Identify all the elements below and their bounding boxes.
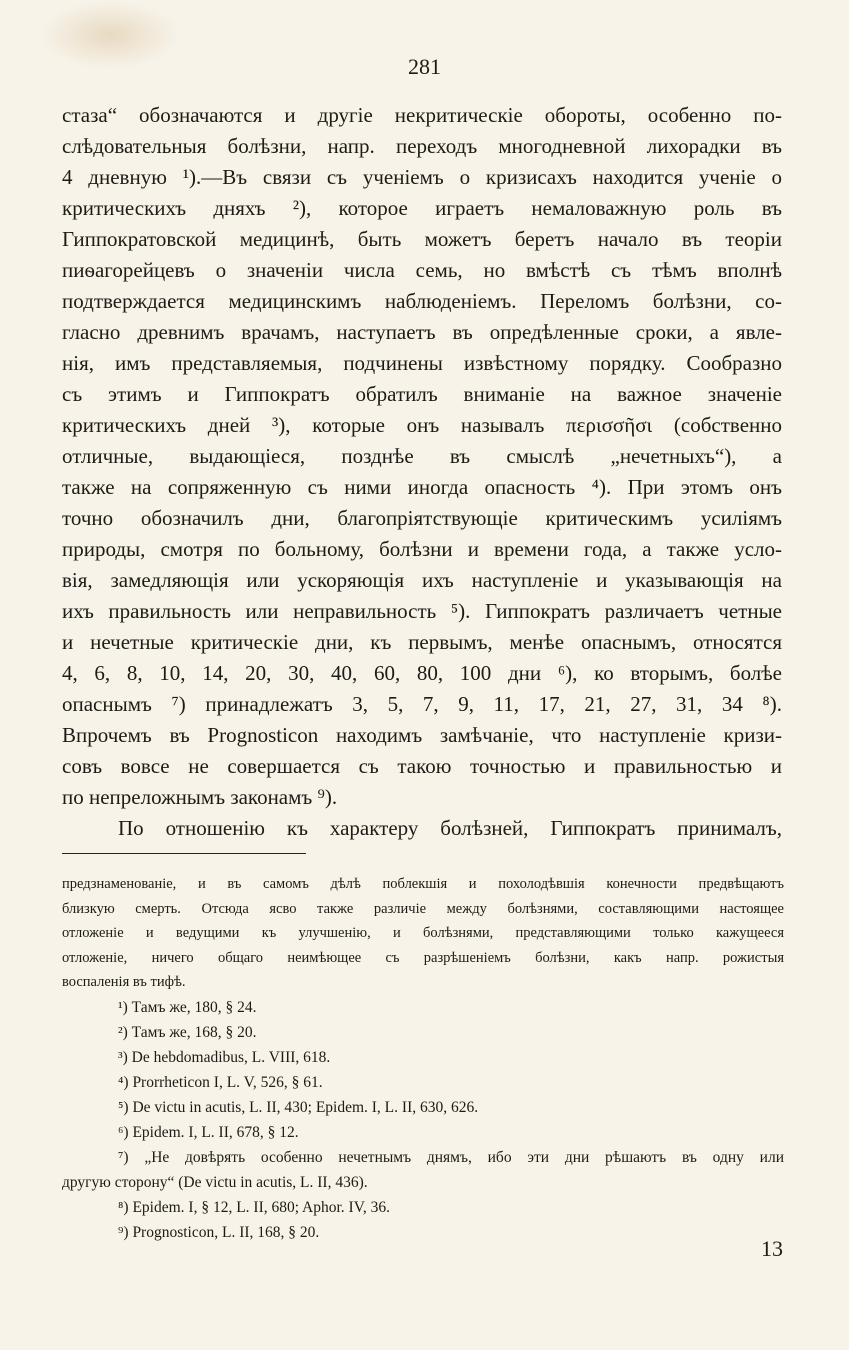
text-line: 4 дневную ¹).—Въ связи съ ученіемъ о кризисахъ находится ученіе о [62,165,782,189]
text-line: и нечетные критическіе дни, къ первымъ, менѣе опаснымъ, относятся [62,630,782,654]
text-line: опаснымъ ⁷) принадлежатъ 3, 5, 7, 9, 11, 17, 21, 27, 31, 34 ⁸). [62,692,782,716]
text-line: слѣдовательныя болѣзни, напр. переходъ многодневной лихорадки въ [62,134,782,158]
text-line: отличные, выдающіеся, позднѣе въ смыслѣ „нечетныхъ“), а [62,444,782,468]
footnote-7-continuation: другую сторону“ (De victu in acutis, L. II, 436). [62,1173,368,1191]
footnote-7: ⁷) „Не довѣрять особенно нечетнымъ днямъ, ибо эти дни рѣшаютъ въ одну или [118,1148,784,1166]
page-number: 281 [408,54,441,79]
text-line: подтверждается медицинскимъ наблюденіемъ. Переломъ болѣзни, со- [62,289,782,313]
footnote-continuation-line: отложеніе и ведущими къ улучшенію, и болѣзнями, представляющими только кажущееся [62,925,784,941]
text-line: съ этимъ и Гиппократъ обратилъ вниманіе на важное значеніе [62,382,782,406]
footnote-continuation-line: воспаленія въ тифѣ. [62,974,186,990]
paragraph-end-line: по непреложнымъ законамъ ⁹). [62,785,338,809]
footnote-rule [62,853,306,854]
footnote-4: ⁴) Prorrheticon I, L. V, 526, § 61. [118,1073,323,1091]
footnote-2: ²) Тамъ же, 168, § 20. [118,1023,257,1041]
footnote-1: ¹) Тамъ же, 180, § 24. [118,998,257,1016]
footnote-continuation-line: предзнаменованіе, и въ самомъ дѣлѣ поблекшія и похолодѣвшія конечности предвѣщаютъ [62,876,784,892]
text-line: критическихъ дняхъ ²), которое играетъ немаловажную роль въ [62,196,782,220]
footnote-3: ³) De hebdomadibus, L. VIII, 618. [118,1048,331,1066]
text-line: пиѳагорейцевъ о значеніи числа семь, но вмѣстѣ съ тѣмъ вполнѣ [62,258,782,282]
text-line: природы, смотря по больному, болѣзни и времени года, а также усло- [62,537,782,561]
text-line: гласно древнимъ врачамъ, наступаетъ въ опредѣленные сроки, а явле- [62,320,782,344]
signature-mark: 13 [761,1236,783,1261]
text-line: критическихъ дней ³), которые онъ называлъ περισσῆσι (собственно [62,413,782,437]
footnote-continuation-line: близкую смерть. Отсюда ясво также различіе между болѣзнями, составляющими настоящее [62,900,784,917]
main-text [62,100,782,844]
text-line: ихъ правильность или неправильность ⁵). Гиппократъ различаетъ четные [62,599,782,623]
paragraph-start-line: По отношенію къ характеру болѣзней, Гиппократъ принималъ, [118,816,782,840]
text-line: стаза“ обозначаются и другіе некритическіе обороты, особенно по- [62,103,782,127]
footnote-8: ⁸) Epidem. I, § 12, L. II, 680; Aphor. IV, 36. [118,1198,391,1216]
text-line: Впрочемъ въ Prognosticon находимъ замѣчаніе, что наступленіе кризи- [62,723,782,747]
footnote-5: ⁵) De victu in acutis, L. II, 430; Epidem. I, L. II, 630, 626. [118,1098,479,1116]
footnote-6: ⁶) Epidem. I, L. II, 678, § 12. [118,1123,299,1141]
text-line: совъ вовсе не совершается съ такою точностью и правильностью и [62,754,782,778]
footnote-9: ⁹) Prognosticon, L. II, 168, § 20. [118,1223,320,1241]
text-line: точно обозначилъ дни, благопріятствующіе критическимъ усиліямъ [62,506,782,530]
text-line: Гиппократовской медицинѣ, быть можетъ беретъ начало въ теоріи [62,227,782,251]
text-line: 4, 6, 8, 10, 14, 20, 30, 40, 60, 80, 100 дни ⁶), ко вторымъ, болѣе [62,661,782,685]
footnote-continuation-line: отложеніе, ничего общаго неимѣющее съ разрѣшеніемъ болѣзни, какъ напр. рожистыя [62,949,784,966]
text-line: также на сопряженную съ ними иногда опасность ⁴). При этомъ онъ [62,475,782,499]
text-line: вія, замедляющія или ускоряющія ихъ наступленіе и указывающія на [62,568,782,592]
text-line: нія, имъ представляемыя, подчинены извѣстному порядку. Сообразно [62,351,782,375]
footnotes-section [62,872,784,1245]
